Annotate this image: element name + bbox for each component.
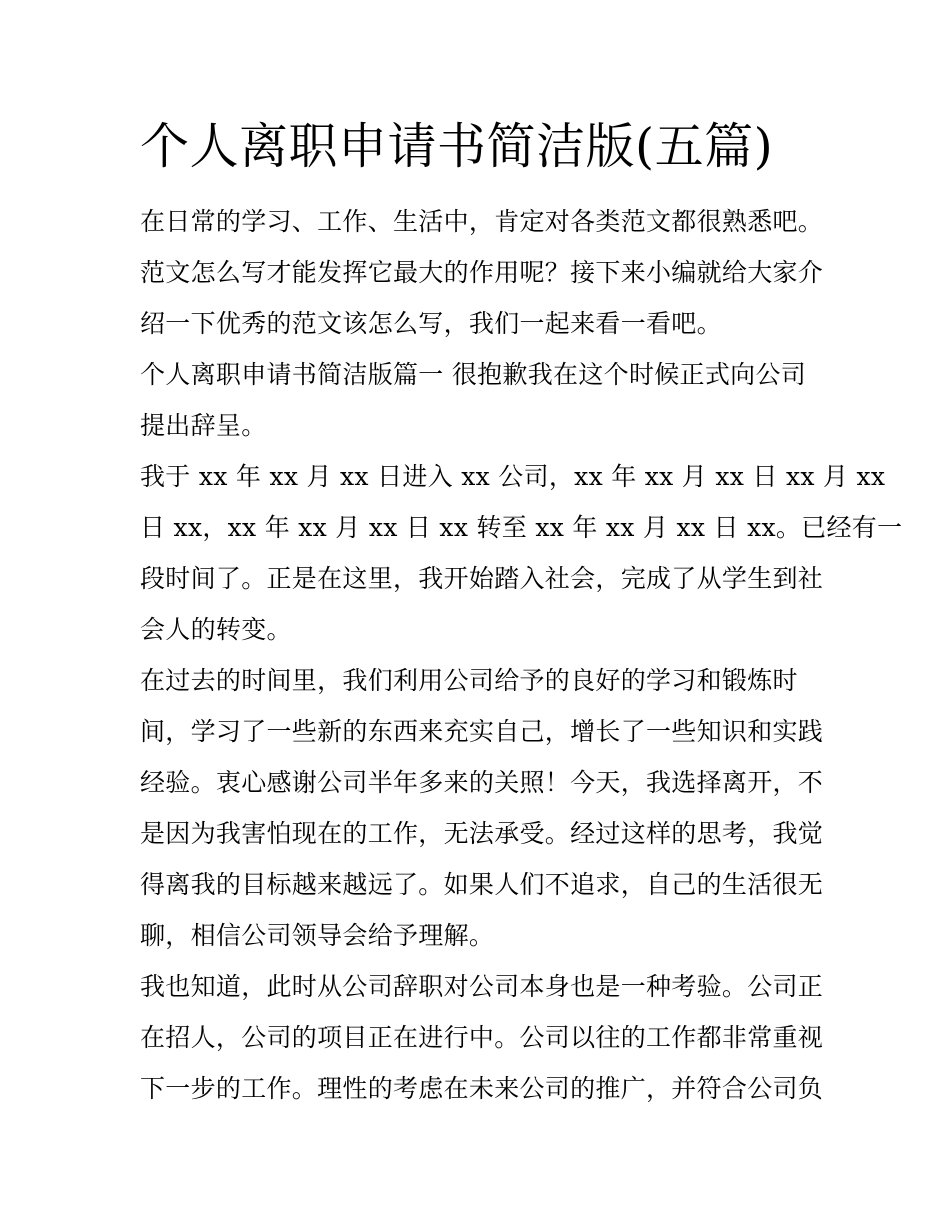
text-line: 得离我的目标越来越远了。如果人们不追求，自己的生活很无 xyxy=(140,870,824,899)
text-line: 会人的转变。 xyxy=(140,615,292,644)
text-line: 绍一下优秀的范文该怎么写，我们一起来看一看吧。 xyxy=(140,309,722,338)
text-line: 范文怎么写才能发挥它最大的作用呢？接下来小编就给大家介 xyxy=(140,258,824,287)
text-line: 聊，相信公司领导会给予理解。 xyxy=(140,921,495,950)
document-body xyxy=(140,196,903,1114)
text-line: 我也知道，此时从公司辞职对公司本身也是一种考验。公司正 xyxy=(140,972,824,1001)
text-line: 在日常的学习、工作、生活中，肯定对各类范文都很熟悉吧。 xyxy=(140,207,824,236)
text-line: 下一步的工作。理性的考虑在未来公司的推广，并符合公司负 xyxy=(140,1074,824,1103)
text-line: 在招人，公司的项目正在进行中。公司以往的工作都非常重视 xyxy=(140,1023,824,1052)
text-line: 段时间了。正是在这里，我开始踏入社会，完成了从学生到社 xyxy=(140,564,824,593)
text-line: 是因为我害怕现在的工作，无法承受。经过这样的思考，我觉 xyxy=(140,819,824,848)
text-line: 间，学习了一些新的东西来充实自己，增长了一些知识和实践 xyxy=(140,717,824,746)
text-line: 经验。衷心感谢公司半年多来的关照！今天，我选择离开，不 xyxy=(140,768,824,797)
text-line: 个人离职申请书简洁版篇一 很抱歉我在这个时候正式向公司 xyxy=(140,360,807,389)
text-line: 提出辞呈。 xyxy=(140,411,267,440)
text-line: 我于 xx 年 xx 月 xx 日进入 xx 公司，xx 年 xx 月 xx 日 xx 月 xx xyxy=(140,462,886,491)
document-title: 个人离职申请书简洁版(五篇) xyxy=(140,118,774,175)
text-line: 在过去的时间里，我们利用公司给予的良好的学习和锻炼时 xyxy=(140,666,798,695)
text-line: 日 xx，xx 年 xx 月 xx 日 xx 转至 xx 年 xx 月 xx 日 xx。已经有一 xyxy=(140,513,903,542)
